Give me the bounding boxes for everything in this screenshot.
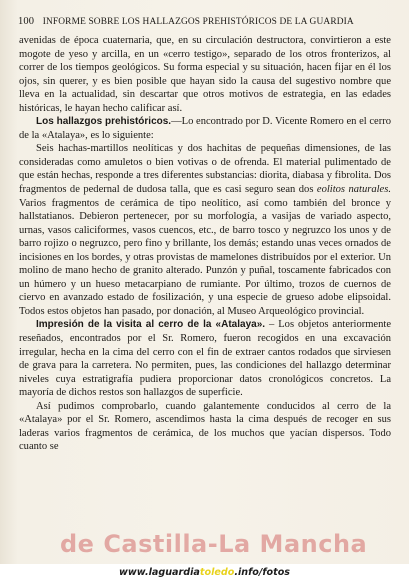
page-number: 100 — [18, 16, 35, 27]
paragraph-1-text: avenidas de época cuaternaria, que, en su circulación destructora, convirtieron a este mogote de yeso y arcilla, en un «cerro testigo», separado de los otros fronterizos, al correr de los tiempos geológicos. Su forma especial y su situación, hacen fijar en él los ojos, sin querer, y es bien posible que hayan sido la causa del sugestivo nombre que lleva en la actualidad, sin descartar que otros motivos de estrategia, en las edades históricas, le hayan hecho calificar así. — [19, 35, 391, 114]
paragraph-5 — [19, 400, 391, 454]
paragraph-2-text: —Lo encontrado por D. Vicente Romero en el cerro de la «Atalaya», es lo siguiente: — [19, 116, 392, 141]
paragraph-2 — [19, 115, 391, 142]
footer-url — [0, 567, 409, 578]
footer-url-part1: www.laguardia — [118, 567, 200, 578]
watermark: de Castilla-La Mancha — [60, 530, 368, 558]
section-heading-hallazgos: Los hallazgos prehistóricos. — [36, 116, 172, 128]
footer-url-part3: .info/fotos — [234, 567, 291, 578]
section-heading-impresion: Impresión de la visita al cerro de la «Atalaya». — [36, 319, 266, 331]
paragraph-3-text-after: Varios fragmentos de cerámica de tipo neolítico, así como también del bronce y hallstatianos. Debieron pertenecer, por su morfología, a vasijas de variado aspecto, urnas, vasos caliciformes, vasos cuencos, etc., de barro tosco y negruzco los unos y de barro rojizo o negruzco, pero fino y brillante, los demás; estando unas veces ornados de incisiones en los bordes, y otras provistas de mamelones distribuídos por el exterior. Un molino de mano hecho de granito alterado. Punzón y puñal, toscamente fabricados con un húmero y un hueso metacarpiano de rumiante. Por último, trozos de cuernos de ciervo en avanzado estado de fosilización, y una especie de grueso adobe elipsoidal. Todos estos objetos han pasado, por donación, al Museo Arqueológico provincial. — [19, 197, 391, 317]
paragraph-5-text: Así pudimos comprobarlo, cuando galantemente conducidos al cerro de la «Atalaya» por el Sr. Romero, ascendimos hasta la cima después de recoger en sus laderas varios fragmentos de cerámica, de los muchos que yacían dispersos. Todo cuanto se — [19, 400, 391, 453]
paragraph-3-text-before: Seis hachas-martillos neolíticas y dos hachitas de pequeñas dimensiones, de las consideradas como amuletos o bien votivas o de ofrenda. El material pulimentado de que están hechas, responde a tres diferentes substancias: diorita, diabasa y fibrolita. Dos fragmentos de pedernal de dudosa talla, que es casi seguro sean dos — [19, 143, 391, 196]
running-title: INFORME SOBRE LOS HALLAZGOS PREHISTÓRICOS DE LA GUARDIA — [42, 17, 354, 27]
paragraph-3-italic: eolitos naturales. — [316, 184, 391, 196]
paragraph-1 — [19, 34, 391, 115]
paragraph-3 — [19, 142, 391, 318]
page-body — [19, 34, 391, 454]
paragraph-4 — [19, 318, 391, 399]
paragraph-4-text: – Los objetos anteriormente reseñados, encontrados por el Sr. Romero, fueron recogidos en una excavación irregular, hecha en la cima del cerro con el fin de extraer cantos rodados que sirviesen de grava para la carretera. No permiten, pues, las condiciones del hallazgo determinar niveles cuya estratigrafía pudiera proporcionar datos cronológicos concretos. La mayoría de dichos restos son hallazgos de superficie. — [19, 319, 391, 399]
page-header — [18, 16, 390, 27]
footer-url-part2: toledo — [199, 567, 235, 578]
